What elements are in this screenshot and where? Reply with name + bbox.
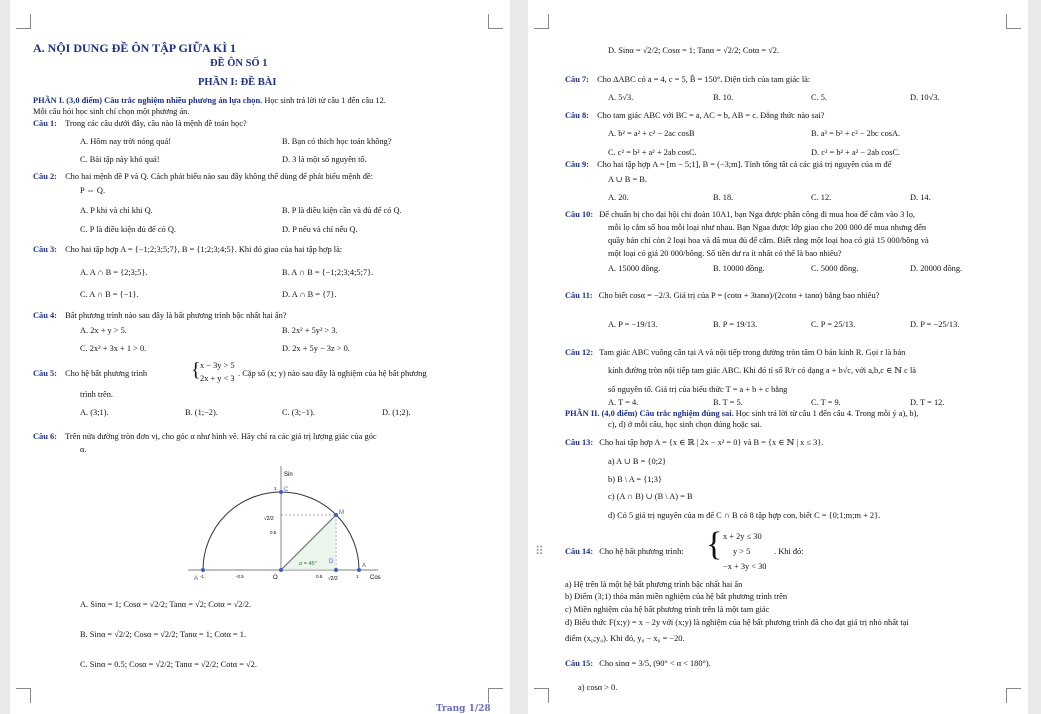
question-text-cont: P ⇔ Q. (80, 186, 106, 195)
answer-a: A. P = −19/13. (608, 320, 658, 329)
part1-instructions (33, 96, 386, 106)
tick-label: 1 (274, 486, 277, 491)
answer-b: B. (1;−2). (185, 408, 218, 417)
question-14 (565, 547, 684, 557)
question-text: Cho tam giác ABC với BC = a, AC = b, AB = c. Đẳng thức nào sai? (597, 111, 825, 120)
answer-b: B. P là điều kiện cần và đủ để có Q. (282, 206, 402, 215)
question-label: Câu 4: (33, 311, 57, 320)
question-9 (565, 160, 891, 170)
question-text: Trong các câu dưới đây, câu nào là mệnh đề toán học? (65, 119, 247, 128)
crop-mark (488, 14, 503, 29)
question-label: Câu 12: (565, 348, 594, 357)
cos-value-label: √2/2 (328, 576, 338, 582)
question-2 (33, 172, 373, 182)
sin-label: Sin (284, 472, 293, 478)
point-a-label: A (362, 563, 367, 569)
question-label: Câu 1: (33, 119, 57, 128)
system-line: y > 5 (733, 547, 751, 556)
point-a-prime (201, 568, 205, 572)
question-text-cont: mỗi lọ cắm số hoa mỗi loại như nhau. Bạn Ngaa được lớp giao cho 200 000 để mua nhưng đến (608, 223, 927, 232)
answer-d: D. P = −25/13. (910, 320, 960, 329)
question-4 (33, 311, 287, 321)
question-text: Cho hai mệnh đề P và Q. Cách phát biểu nào sau đây không thể dùng để phát biểu mệnh đề: (65, 172, 373, 181)
answer-a: A. b² = a² + c² − 2ac cosB (608, 129, 695, 138)
question-text: Tam giác ABC vuông cân tại A và nội tiếp trong đường tròn tâm O bán kính R. Gọi r là bán (599, 348, 906, 357)
question-text: Cho hệ bất phương trình: (599, 547, 684, 556)
statement-d: d) Có 5 giá trị nguyên của m để C ∩ B có 8 tập hợp con, biết C = {0;1;m;m + 2}. (608, 511, 881, 520)
question-text: Cho hệ bất phương trình (65, 369, 148, 378)
answer-c: C. (3;−1). (282, 408, 315, 417)
answer-c: C. 5. (811, 93, 828, 102)
answer-b: B. 10000 đồng. (713, 264, 765, 273)
question-label: Câu 8: (565, 111, 589, 120)
question-label: Câu 6: (33, 432, 57, 441)
part1-desc2: Mỗi câu hỏi học sinh chỉ chọn một phương án. (33, 107, 190, 116)
answer-d: D. c² = b² + a² − 2ab cosC. (811, 148, 901, 157)
page-number: Trang 1/28 (436, 704, 491, 714)
answer-a: A. Hôm nay trời nóng quá! (80, 137, 171, 146)
crop-mark (534, 14, 549, 29)
system-line: x + 2y ≤ 30 (723, 532, 762, 541)
question-text: Cho hai tập hợp A = {−1;2;3;5;7}, B = {1;2;3;4;5}. Khi đó giao của hai tập hợp là: (65, 245, 343, 254)
answer-b: B. T = 5. (713, 398, 743, 407)
question-label: Câu 7: (565, 75, 589, 84)
question-13 (565, 438, 823, 448)
question-10 (565, 210, 915, 220)
brace-icon: { (706, 526, 723, 563)
question-5 (33, 369, 147, 379)
answer-d: D. A ∩ B = {7}. (282, 290, 337, 299)
question-text: Cho sinα = 3/5, (90° < α < 180°). (599, 659, 711, 668)
question-label: Câu 10: (565, 210, 594, 219)
question-text: Cho biết cosα = −2/3. Giá trị của P = (cotα + 3tanα)/(2cotα + tanα) bằng bao nhiêu? (598, 291, 880, 300)
question-text-cont: một loại có giá 20 000/bông. Số tiền dư ra ít nhất có thể là bao nhiêu? (608, 249, 842, 258)
answer-c: C. Bài tập này khó quá! (80, 155, 160, 164)
point-a-prime-label: A (194, 576, 199, 582)
question-text-cont: quầy bán chỉ còn 2 loại hoa và đã mua đủ để cắm. Biết rằng một loại hoa có giá 15 000/bông và (608, 236, 929, 245)
question-text-cont: A ∪ B = B. (608, 175, 647, 184)
question-6 (33, 432, 377, 442)
answer-b: B. Sinα = √2/2; Cosα = √2/2; Tanα = 1; Cotα = 1. (80, 630, 247, 639)
statement-c: c) (A ∩ B) ∪ (B \ A) = B (608, 492, 693, 501)
answer-b: B. 18. (713, 193, 734, 202)
sin-value-label: √2/2 (264, 516, 274, 522)
question-label: Câu 2: (33, 172, 57, 181)
answer-c: C. 5000 đồng. (811, 264, 859, 273)
exam-title: ĐỀ ÔN SỐ 1 (210, 58, 268, 69)
answer-a: A. P khi và chỉ khi Q. (80, 206, 153, 215)
statement-a: a) A ∪ B = {0;2} (608, 457, 667, 466)
tick-label: 0.5 (270, 530, 277, 535)
answer-c: C. c² = b² + a² + 2ab cosC. (608, 148, 697, 157)
answer-b: B. a² = b² + c² − 2bc cosA. (811, 129, 901, 138)
answer-c: C. 12. (811, 193, 832, 202)
section-heading: A. NỘI DUNG ĐỀ ÔN TẬP GIỮA KÌ 1 (33, 41, 237, 55)
question-label: Câu 13: (565, 438, 594, 447)
part1-desc: Học sinh trả lời từ câu 1 đến câu 12. (264, 96, 386, 105)
answer-c: C. A ∩ B = {−1}. (80, 290, 139, 299)
answer-b: B. Bạn có thích học toán không? (282, 137, 392, 146)
answer-b: B. 2x² + 5y² > 3. (282, 326, 338, 335)
part2-desc2: c), d) ở mỗi câu, học sinh chọn đúng hoặc sai. (608, 420, 762, 429)
question-text-cont: số nguyên tố. Giá trị của biểu thức T = a + b + c bằng (608, 385, 788, 394)
question-text: Cho ΔABC có a = 4, c = 5, B̂ = 150°. Diện tích của tam giác là: (597, 75, 811, 84)
system-line: −x + 3y < 30 (723, 562, 767, 571)
tick-label: -1 (200, 574, 205, 579)
question-7 (565, 75, 810, 85)
answer-a: A. Sinα = 1; Cosα = √2/2; Tanα = √2; Cotα = √2/2. (80, 600, 252, 609)
unit-circle-figure (178, 462, 388, 582)
point-a (357, 568, 361, 572)
question-text: Trên nửa đường tròn đơn vị, cho góc α như hình vẽ. Hãy chỉ ra các giá trị lượng giác của góc (65, 432, 377, 441)
crop-mark (1006, 688, 1021, 703)
answer-d: D. 3 là một số nguyên tố. (282, 155, 367, 164)
question-text-cont: . Khi đó: (774, 547, 804, 556)
statement-a: a) cosα > 0. (578, 683, 618, 692)
answer-a: A. T = 4. (608, 398, 639, 407)
answer-d: D. 2x + 5y − 3z > 0. (282, 344, 350, 353)
answer-c: C. P là điều kiện đủ để có Q. (80, 225, 176, 234)
part2-label: PHẦN II. (4,0 điểm) Câu trắc nghiệm đúng sai. (565, 409, 734, 418)
answer-a: A. 15000 đồng. (608, 264, 661, 273)
tick-label: 0.5 (316, 574, 323, 579)
tick-label: 1 (356, 574, 359, 579)
answer-a: A. 20. (608, 193, 629, 202)
crop-mark (1006, 14, 1021, 29)
part1-label: PHẦN I. (3,0 điểm) Câu trắc nghiệm nhiều phương án lựa chọn. (33, 96, 263, 105)
answer-c: C. P = 25/13. (811, 320, 856, 329)
question-3 (33, 245, 342, 255)
drag-handle-icon[interactable]: ⠿ (535, 544, 544, 558)
answer-d: D. (1;2). (382, 408, 411, 417)
question-15 (565, 659, 711, 669)
part2-desc: Học sinh trả lời từ câu 1 đến câu 4. Trong mỗi ý a), b), (735, 409, 919, 418)
answer-d: D. Sinα = √2/2; Cosα = 1; Tanα = √2/2; Cotα = √2. (608, 46, 780, 55)
part-title: PHẦN I: ĐỀ BÀI (198, 77, 277, 88)
point-c-label: C (284, 487, 289, 493)
system-line: 2x + y < 3 (200, 374, 235, 383)
answer-c: C. 2x² + 3x + 1 > 0. (80, 344, 147, 353)
statement-a: a) Hệ trên là một hệ bất phương trình bậc nhất hai ẩn (565, 580, 743, 589)
question-11 (565, 291, 879, 301)
tick-label: -0.5 (236, 574, 244, 579)
question-text: Để chuẩn bị cho đại hội chi đoàn 10A1, bạn Nga được phân công đi mua hoa để cắm vào 3 lọ, (599, 210, 915, 219)
question-text-cont: kính đường tròn nội tiếp tam giác ABC. Khi đó tỉ số R/r có dạng a + b√c, với a,b,c ∈ ℕ c là (608, 366, 917, 375)
answer-d: D. 20000 đồng. (910, 264, 963, 273)
question-label: Câu 11: (565, 291, 593, 300)
statement-d-cont: điểm (x₀;y₀). Khi đó, y₀ − x₀ = −20. (565, 634, 685, 643)
part2-instructions (565, 409, 919, 419)
answer-a: A. 5√3. (608, 93, 634, 102)
cos-label: Cos (370, 575, 381, 581)
question-label: Câu 14: (565, 547, 594, 556)
question-label: Câu 15: (565, 659, 594, 668)
answer-b: B. A ∩ B = {−1;2;3;4;5;7}. (282, 268, 374, 277)
answer-d: D. T = 12. (910, 398, 945, 407)
question-label: Câu 3: (33, 245, 57, 254)
question-1 (33, 119, 247, 129)
point-m (334, 513, 338, 517)
question-text-cont: trình trên. (80, 390, 114, 399)
document-page-left (10, 0, 510, 714)
question-text: Bất phương trình nào sau đây là bất phương trình bậc nhất hai ẩn? (65, 311, 287, 320)
statement-b: b) Điểm (3;1) thỏa mãn miền nghiệm của hệ bất phương trình trên (565, 592, 788, 601)
answer-a: A. 2x + y > 5. (80, 326, 127, 335)
answer-a: A. A ∩ B = {2;3;5}. (80, 268, 148, 277)
question-8 (565, 111, 824, 121)
question-text-cont: . Cặp số (x; y) nào sau đây là nghiệm của hệ bất phương (238, 369, 427, 378)
question-text: Cho hai tập hợp A = [m − 5;1], B = (−3;m]. Tính tổng tất cả các giá trị nguyên của m để (597, 160, 892, 169)
answer-d: D. P nếu và chỉ nếu Q. (282, 225, 358, 234)
question-label: Câu 9: (565, 160, 589, 169)
question-text: Cho hai tập hợp A = {x ∈ ℝ | 2x − x² = 0} và B = {x ∈ ℕ | x ≤ 3}. (599, 438, 824, 447)
origin-label: O (273, 575, 278, 581)
system-line: x − 3y > 5 (200, 361, 235, 370)
crop-mark (16, 14, 31, 29)
answer-b: B. P = 19/13. (713, 320, 758, 329)
brace-icon: { (191, 359, 201, 381)
point-d (334, 568, 338, 572)
answer-c: C. Sinα = 0.5; Cosα = √2/2; Tanα = √2/2; Cotα = √2. (80, 660, 257, 669)
answer-d: D. 10√3. (910, 93, 940, 102)
answer-b: B. 10. (713, 93, 734, 102)
statement-d: d) Biểu thức F(x;y) = x − 2y với (x;y) là nghiệm của hệ bất phương trình đã cho đạt giá trị nhỏ nhất tại (565, 618, 909, 627)
point-o (279, 568, 283, 572)
answer-c: C. T = 9. (811, 398, 841, 407)
crop-mark (488, 688, 503, 703)
answer-a: A. (3;1). (80, 408, 109, 417)
document-page-right (436, 0, 1028, 714)
point-m-label: M (339, 510, 344, 516)
answer-d: D. 14. (910, 193, 931, 202)
crop-mark (16, 688, 31, 703)
question-label: Câu 5: (33, 369, 57, 378)
question-12 (565, 348, 905, 358)
point-d-label: D (329, 559, 334, 565)
crop-mark (534, 688, 549, 703)
angle-label: α = 45° (299, 561, 317, 567)
statement-c: c) Miền nghiệm của hệ bất phương trình trên là một tam giác (565, 605, 770, 614)
question-text-cont: α. (80, 445, 87, 454)
point-c (279, 490, 283, 494)
statement-b: b) B \ A = {1;3} (608, 475, 662, 484)
